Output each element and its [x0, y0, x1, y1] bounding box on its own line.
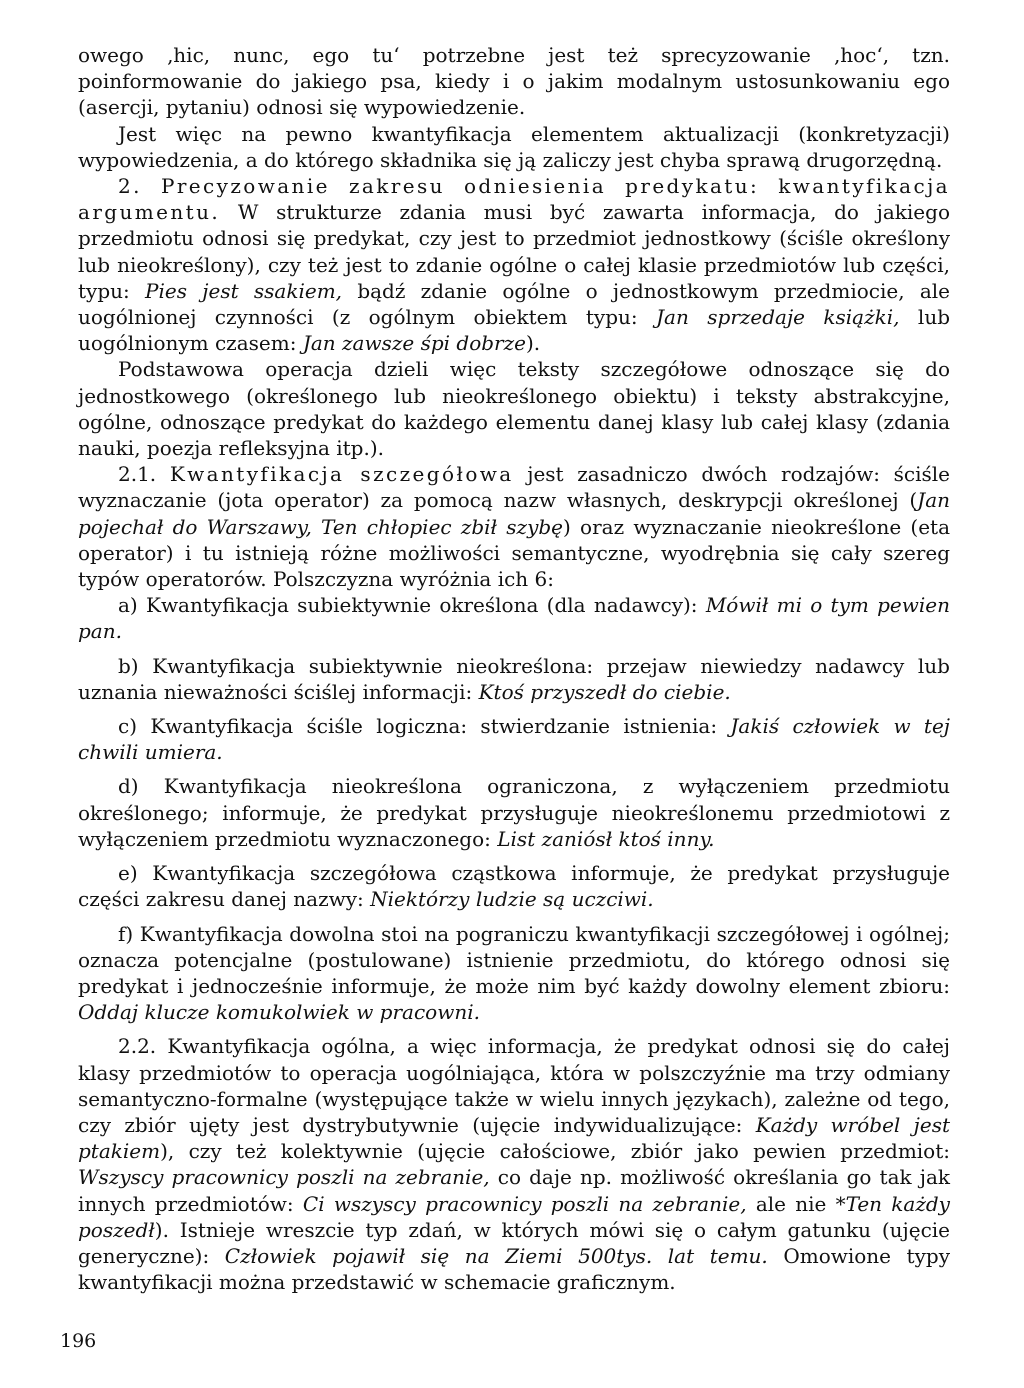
example: Jan zawsze śpi dobrze [302, 331, 526, 356]
example: Jan sprzedaje książki, [656, 305, 900, 330]
example: Oddaj klucze komukolwiek w pracowni. [78, 1000, 480, 1025]
page-number: 196 [60, 1330, 97, 1352]
example: List zaniósł ktoś inny. [497, 826, 715, 851]
example: Człowiek pojawił się na Ziemi 500tys. lat temu. [224, 1243, 768, 1268]
example: *Ten każdy poszedł [78, 1191, 950, 1242]
list-item-c: c) Kwantyfikacja ściśle logiczna: stwierdzanie istnienia: Jakiś człowiek w tej chwili umiera. [78, 714, 950, 765]
section-2-2-paragraph: 2.2. Kwantyfikacja ogólna, a więc informacja, że predykat odnosi się do całej klasy przedmiotów to operacja uogólniająca, która w polszczyźnie ma trzy odmiany semantyczno-formalne (występujące także w wielu innych językach), zależne od tego, czy zbiór ujęty jest dystrybutywnie (ujęcie indywidualizujące: Każdy wróbel jest ptakiem), czy też kolektywnie (ujęcie całościowe, zbiór jako pewien przedmiot: Wszyscy pracownicy poszli na zebranie, co daje np. możliwość określania go tak jak innych przedmiotów: Ci wszyscy pracownicy poszli na zebranie, ale nie *Ten każdy poszedł). Istnieje wreszcie typ zdań, w których mówi się o całym gatunku (ujęcie generyczne): Człowiek pojawił się na Ziemi 500tys. lat temu. Omowione typy kwantyfikacji można przedstawić w schemacie graficznym. [78, 1034, 951, 1295]
example: Pies jest ssakiem, [145, 278, 343, 303]
example: Wszyscy pracownicy poszli na zebranie, [78, 1165, 490, 1190]
list-item-d: d) Kwantyfikacja nieokreślona ograniczona, z wyłączeniem przedmiotu określonego; informuje, że predykat przysługuje nieokreślonemu przedmiotowi z wyłączeniem przedmiotu wyznaczonego: List zaniósł ktoś inny. [78, 774, 950, 851]
section-2-1-paragraph: 2.1. Kwantyfikacja szczegółowa jest zasadniczo dwóch rodzajów: ściśle wyznaczanie (jota operator) za pomocą nazw własnych, deskrypcji określonej (Jan pojechał do Warszawy, Ten chłopiec zbił szybę) oraz wyznaczanie nieokreślone (eta operator) i tu istnieją różne możliwości semantyczne, wyodrębnia się cały szereg typów operatorów. Polszczyzna wyróżnia ich 6: [78, 462, 951, 592]
example: Ktoś przyszedł do ciebie. [478, 679, 731, 704]
paragraph-2: Jest więc na pewno kwantyfikacja elementem aktualizacji (konkretyzacji) wypowiedzenia, a do którego składnika się ją zaliczy jest chyba sprawą drugorzędną. [78, 121, 950, 172]
page-body [78, 42, 950, 1295]
example: Niektórzy ludzie są uczciwi. [370, 887, 654, 912]
list-item-b: b) Kwantyfikacja subiektywnie nieokreślona: przejaw niewiedzy nadawcy lub uznania nieważności ściślej informacji: Ktoś przyszedł do ciebie. [78, 653, 950, 704]
example: Ci wszyscy pracownicy poszli na zebranie, [302, 1191, 747, 1216]
example: Jan pojechał do Warszawy, Ten chłopiec zbił szybę [78, 488, 950, 539]
subsection-heading: Kwantyfikacja szczegółowa [169, 462, 514, 487]
example: Każdy wróbel jest ptakiem [78, 1112, 951, 1164]
section-2-paragraph: 2. Precyzowanie zakresu odniesienia predykatu: kwantyfikacja argumentu. W strukturze zdania musi być zawarta informacja, do jakiego przedmiotu odnosi się predykat, czy jest to przedmiot jednostkowy (ściśle określony lub nieokreślony), czy też jest to zdanie ogólne o całej klasie przedmiotów lub części, typu: Pies jest ssakiem, bądź zdanie ogólne o jednostkowym przedmiocie, ale uogólnionej czynności (z ogólnym obiektem typu: Jan sprzedaje książki, lub uogólnionym czasem: Jan zawsze śpi dobrze). [78, 174, 951, 356]
section-heading: 2. Precyzowanie zakresu odniesienia predykatu: kwantyfikacja argumentu. [78, 174, 950, 225]
list-item-f: f) Kwantyfikacja dowolna stoi na pograniczu kwantyfikacji szczegółowej i ogólnej; oznacza potencjalne (postulowane) istnienie przedmiotu, do którego odnosi się predykat i jednocześnie informuje, że może nim być każdy dowolny element zbioru: Oddaj klucze komukolwiek w pracowni. [78, 921, 950, 1025]
example: Jakiś człowiek w tej chwili umiera. [78, 714, 950, 765]
paragraph-4: Podstawowa operacja dzieli więc teksty szczegółowe odnoszące się do jednostkowego (określonego lub nieokreślonego obiektu) i teksty abstrakcyjne, ogólne, odnoszące predykat do każdego elementu danej klasy lub całej klasy (zdania nauki, poezja refleksyjna itp.). [78, 357, 950, 461]
list-item-e: e) Kwantyfikacja szczegółowa cząstkowa informuje, że predykat przysługuje części zakresu danej nazwy: Niektórzy ludzie są uczciwi. [78, 861, 950, 912]
list-item-a: a) Kwantyfikacja subiektywnie określona (dla nadawcy): Mówił mi o tym pewien pan. [78, 593, 950, 644]
paragraph-1: owego ‚hic, nunc, ego tu‘ potrzebne jest też sprecyzowanie ‚hoc‘, tzn. poinformowanie do jakiego psa, kiedy i o jakim modalnym ustosunkowaniu ego (asercji, pytaniu) odnosi się wypowiedzenie. [78, 43, 950, 120]
example: Mówił mi o tym pewien pan. [78, 593, 950, 644]
